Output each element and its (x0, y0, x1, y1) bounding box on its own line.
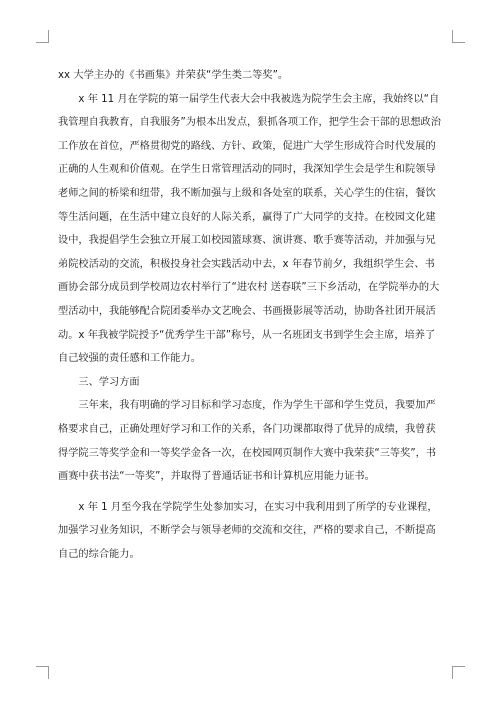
text-line: x 年 11 月在学院的第一届学生代表大会中我被选为院学生会主席，我始终以“自 (78, 93, 440, 105)
text-line: 自己的综合能力。 (58, 548, 140, 560)
text-line: xx 大学主办的《书画集》并荣获“学生类二等奖”。 (58, 70, 289, 81)
crop-mark-top-left (36, 30, 49, 43)
text-line: x 年 1 月至今我在学院学生处参加实习，在实习中我利用到了所学的专业课程， (78, 501, 438, 513)
text-line: 得学院三等奖学金和一等奖学金各一次，在校园网页制作大赛中我荣获“三等奖”，书 (58, 447, 437, 459)
section-heading: 三、学习方面 (78, 376, 140, 388)
text-line: 设中，我提倡学生会独立开展工如校园篮球赛、演讲赛、歌手赛等活动，并加强与兄 (58, 235, 436, 247)
text-line: 画协会部分成员到学校周边农村举行了“进农村 送春联”三下乡活动，在学院举办的大 (58, 282, 440, 294)
crop-mark-top-right (452, 30, 465, 43)
text-line: 正确的人生观和价值观。在学生日常管理活动的同时，我深知学生会是学生和院领导 (58, 164, 436, 176)
text-line: 三年来，我有明确的学习目标和学习态度，作为学生干部和学生党员，我要加严 (78, 400, 436, 412)
text-line: 格要求自己，正确处理好学习和工作的关系，各门功课都取得了优异的成绩，我曾获 (58, 423, 436, 435)
text-line: 动。x 年我被学院授予“优秀学生干部”称号，从一名班团支书到学生会主席，培养了 (58, 329, 436, 341)
text-line: 等生活问题，在生活中建立良好的人际关系，赢得了广大同学的支持。在校园文化建 (58, 211, 436, 223)
text-line: 加强学习业务知识，不断学会与领导老师的交流和交往，严格的要求自己，不断提高 (58, 525, 436, 537)
text-line: 老师之间的桥梁和纽带，我不断加强与上级和各处室的联系，关心学生的住宿，餐饮 (58, 187, 436, 199)
crop-mark-bottom-left (36, 666, 49, 679)
text-line: 工作放在首位，严格贯彻党的路线、方针、政策，促进广大学生形成符合时代发展的 (58, 140, 436, 152)
text-line: 画赛中获书法“一等奖”，并取得了普通话证书和计算机应用能力证书。 (58, 471, 375, 483)
text-line: 自己较强的责任感和工作能力。 (58, 353, 201, 365)
text-line: 型活动中，我能够配合院团委举办文艺晚会、书画摄影展等活动，协助各社团开展活 (58, 305, 436, 317)
text-line: 我管理自我教育，自我服务”为根本出发点，狠抓各项工作，把学生会干部的思想政治 (58, 117, 441, 129)
crop-mark-bottom-right (452, 666, 465, 679)
text-line: 弟院校活动的交流，积极投身社会实践活动中去，x 年春节前夕，我组织学生会、书 (58, 258, 435, 270)
document-body (58, 64, 443, 566)
